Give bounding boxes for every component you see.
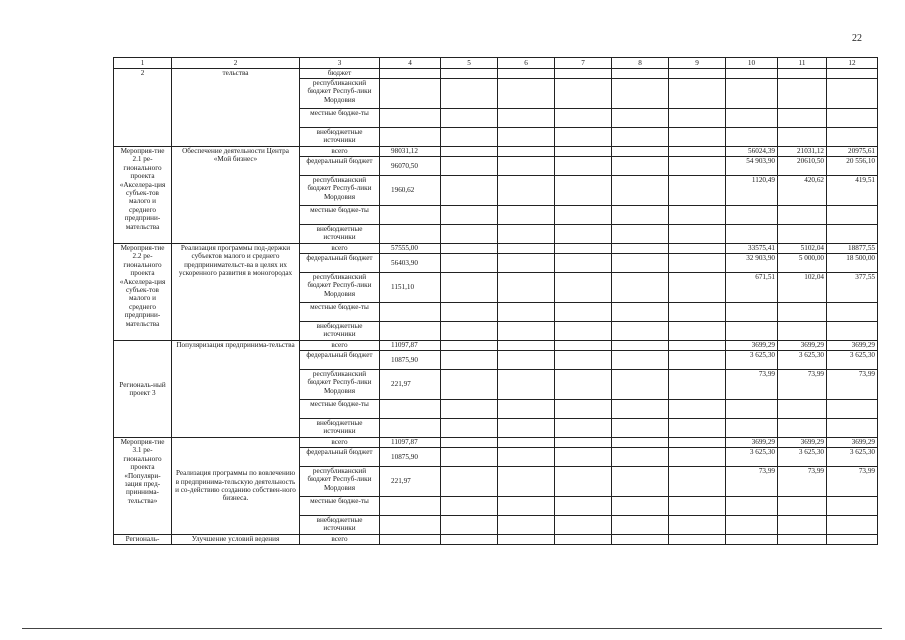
empty-cell	[612, 206, 669, 225]
source-cell: федеральный бюджет	[300, 351, 380, 370]
activity-cell: Мероприя-тие 2.1 ре-гионального проекта «Акселера-ция субъек-тов малого и среднего предприни-мательства	[114, 147, 172, 244]
year-amount-cell: 21031,12	[778, 147, 827, 157]
empty-cell	[612, 448, 669, 467]
empty-cell	[441, 438, 498, 448]
empty-cell	[441, 157, 498, 176]
source-cell: всего	[300, 341, 380, 351]
empty-cell	[441, 303, 498, 322]
empty-cell	[612, 69, 669, 79]
year-amount-cell	[726, 516, 778, 535]
year-amount-cell: 671,51	[726, 273, 778, 303]
empty-cell	[498, 400, 555, 419]
year-amount-cell: 33575,41	[726, 244, 778, 254]
year-amount-cell	[726, 419, 778, 438]
budget-table	[113, 57, 878, 545]
empty-cell	[555, 176, 612, 206]
header-row	[114, 58, 878, 69]
empty-cell	[441, 128, 498, 147]
year-amount-cell: 3699,29	[726, 341, 778, 351]
year-amount-cell: 5 000,00	[778, 254, 827, 273]
year-amount-cell	[726, 69, 778, 79]
year-amount-cell: 3699,29	[778, 341, 827, 351]
empty-cell	[441, 225, 498, 244]
empty-cell	[498, 157, 555, 176]
amount-cell	[380, 79, 441, 109]
empty-cell	[669, 303, 726, 322]
source-cell: всего	[300, 244, 380, 254]
amount-cell	[380, 516, 441, 535]
empty-cell	[555, 400, 612, 419]
empty-cell	[441, 400, 498, 419]
year-amount-cell: 3 625,30	[726, 448, 778, 467]
empty-cell	[669, 69, 726, 79]
table-row	[114, 69, 878, 79]
empty-cell	[498, 370, 555, 400]
empty-cell	[498, 467, 555, 497]
empty-cell	[555, 79, 612, 109]
year-amount-cell: 73,99	[726, 467, 778, 497]
empty-cell	[441, 244, 498, 254]
source-cell: республиканский бюджет Респуб-лики Мордовия	[300, 79, 380, 109]
source-cell: федеральный бюджет	[300, 254, 380, 273]
source-cell: местные бюдже-ты	[300, 303, 380, 322]
empty-cell	[498, 254, 555, 273]
empty-cell	[555, 303, 612, 322]
year-amount-cell	[778, 79, 827, 109]
amount-cell: 57555,00	[380, 244, 441, 254]
year-amount-cell: 32 903,90	[726, 254, 778, 273]
empty-cell	[555, 535, 612, 545]
year-amount-cell	[726, 497, 778, 516]
year-amount-cell	[726, 128, 778, 147]
amount-cell	[380, 535, 441, 545]
empty-cell	[441, 516, 498, 535]
bottom-rule	[22, 628, 882, 629]
source-cell: внебюджетные источники	[300, 419, 380, 438]
amount-cell: 221,97	[380, 467, 441, 497]
empty-cell	[498, 535, 555, 545]
year-amount-cell: 3 625,30	[827, 351, 878, 370]
source-cell: республиканский бюджет Респуб-лики Мордовия	[300, 467, 380, 497]
empty-cell	[498, 516, 555, 535]
empty-cell	[498, 176, 555, 206]
source-cell: всего	[300, 147, 380, 157]
source-cell: республиканский бюджет Респуб-лики Мордовия	[300, 370, 380, 400]
table-row	[114, 147, 878, 157]
year-amount-cell: 3 625,30	[827, 448, 878, 467]
amount-cell: 56403,90	[380, 254, 441, 273]
empty-cell	[441, 147, 498, 157]
year-amount-cell	[726, 400, 778, 419]
year-amount-cell: 3699,29	[827, 438, 878, 448]
empty-cell	[555, 341, 612, 351]
empty-cell	[669, 244, 726, 254]
amount-cell: 1960,62	[380, 176, 441, 206]
amount-cell	[380, 497, 441, 516]
amount-cell: 96070,50	[380, 157, 441, 176]
empty-cell	[669, 448, 726, 467]
header-cell: 12	[827, 58, 878, 69]
header-cell: 5	[441, 58, 498, 69]
activity-cell: Региональ-	[114, 535, 172, 545]
empty-cell	[612, 79, 669, 109]
empty-cell	[612, 400, 669, 419]
year-amount-cell	[827, 516, 878, 535]
empty-cell	[612, 467, 669, 497]
activity-cell: Мероприя-тие 3.1 ре-гионального проекта «Популяри-зация пред-приннима-тельства»	[114, 438, 172, 535]
year-amount-cell: 20975,61	[827, 147, 878, 157]
empty-cell	[669, 128, 726, 147]
source-cell: местные бюдже-ты	[300, 109, 380, 128]
year-amount-cell: 56024,39	[726, 147, 778, 157]
empty-cell	[555, 69, 612, 79]
year-amount-cell: 420,62	[778, 176, 827, 206]
empty-cell	[612, 497, 669, 516]
amount-cell	[380, 322, 441, 341]
empty-cell	[669, 419, 726, 438]
amount-cell	[380, 400, 441, 419]
header-cell: 2	[172, 58, 300, 69]
empty-cell	[498, 206, 555, 225]
empty-cell	[612, 341, 669, 351]
amount-cell	[380, 69, 441, 79]
empty-cell	[612, 244, 669, 254]
empty-cell	[669, 370, 726, 400]
table-row	[114, 341, 878, 351]
empty-cell	[441, 254, 498, 273]
year-amount-cell	[726, 303, 778, 322]
year-amount-cell	[778, 516, 827, 535]
header-cell: 6	[498, 58, 555, 69]
empty-cell	[441, 322, 498, 341]
year-amount-cell	[827, 109, 878, 128]
empty-cell	[555, 157, 612, 176]
year-amount-cell	[778, 109, 827, 128]
year-amount-cell	[726, 206, 778, 225]
empty-cell	[441, 273, 498, 303]
year-amount-cell: 20 556,10	[827, 157, 878, 176]
empty-cell	[555, 497, 612, 516]
header-cell: 3	[300, 58, 380, 69]
source-cell: внебюджетные источники	[300, 128, 380, 147]
description-cell: Улучшение условий ведения	[172, 535, 300, 545]
empty-cell	[498, 341, 555, 351]
empty-cell	[441, 341, 498, 351]
year-amount-cell	[827, 128, 878, 147]
empty-cell	[669, 176, 726, 206]
year-amount-cell: 54 903,90	[726, 157, 778, 176]
activity-cell: 2	[114, 69, 172, 147]
page-number: 22	[852, 33, 862, 44]
year-amount-cell: 73,99	[827, 370, 878, 400]
empty-cell	[669, 535, 726, 545]
description-cell: Популяризация предпринима-тельства	[172, 341, 300, 438]
year-amount-cell: 3699,29	[778, 438, 827, 448]
source-cell: республиканский бюджет Респуб-лики Мордовия	[300, 176, 380, 206]
year-amount-cell: 102,04	[778, 273, 827, 303]
empty-cell	[669, 467, 726, 497]
year-amount-cell: 18 500,00	[827, 254, 878, 273]
year-amount-cell	[778, 322, 827, 341]
year-amount-cell	[778, 535, 827, 545]
year-amount-cell	[827, 535, 878, 545]
table-row	[114, 244, 878, 254]
empty-cell	[555, 370, 612, 400]
empty-cell	[441, 448, 498, 467]
amount-cell	[380, 128, 441, 147]
source-cell: бюджет	[300, 69, 380, 79]
year-amount-cell: 1120,49	[726, 176, 778, 206]
year-amount-cell	[827, 497, 878, 516]
amount-cell: 11097,87	[380, 438, 441, 448]
empty-cell	[555, 244, 612, 254]
empty-cell	[498, 128, 555, 147]
amount-cell: 1151,10	[380, 273, 441, 303]
empty-cell	[555, 351, 612, 370]
source-cell: всего	[300, 438, 380, 448]
empty-cell	[669, 438, 726, 448]
empty-cell	[555, 438, 612, 448]
description-cell: тельства	[172, 69, 300, 147]
year-amount-cell: 3 625,30	[778, 351, 827, 370]
empty-cell	[669, 400, 726, 419]
year-amount-cell	[726, 225, 778, 244]
year-amount-cell	[778, 225, 827, 244]
empty-cell	[555, 467, 612, 497]
amount-cell	[380, 225, 441, 244]
amount-cell	[380, 419, 441, 438]
source-cell: федеральный бюджет	[300, 448, 380, 467]
empty-cell	[612, 273, 669, 303]
year-amount-cell: 5102,04	[778, 244, 827, 254]
empty-cell	[441, 69, 498, 79]
amount-cell: 10875,90	[380, 351, 441, 370]
amount-cell: 11097,87	[380, 341, 441, 351]
empty-cell	[612, 419, 669, 438]
amount-cell	[380, 206, 441, 225]
empty-cell	[612, 157, 669, 176]
year-amount-cell: 3699,29	[827, 341, 878, 351]
year-amount-cell	[827, 225, 878, 244]
empty-cell	[555, 516, 612, 535]
year-amount-cell	[827, 79, 878, 109]
empty-cell	[441, 419, 498, 438]
year-amount-cell	[726, 109, 778, 128]
empty-cell	[498, 79, 555, 109]
empty-cell	[669, 157, 726, 176]
year-amount-cell	[827, 419, 878, 438]
empty-cell	[555, 206, 612, 225]
year-amount-cell	[778, 128, 827, 147]
empty-cell	[441, 497, 498, 516]
description-cell: Реализация программы под-держки субъектов малого и среднего предпринимательст-ва в целях их ускоренного развития в моногородах	[172, 244, 300, 341]
empty-cell	[498, 419, 555, 438]
empty-cell	[669, 351, 726, 370]
year-amount-cell: 18877,55	[827, 244, 878, 254]
empty-cell	[612, 370, 669, 400]
year-amount-cell	[827, 206, 878, 225]
empty-cell	[498, 109, 555, 128]
year-amount-cell	[726, 322, 778, 341]
empty-cell	[669, 225, 726, 244]
empty-cell	[612, 516, 669, 535]
empty-cell	[555, 448, 612, 467]
year-amount-cell: 73,99	[778, 467, 827, 497]
empty-cell	[612, 303, 669, 322]
empty-cell	[612, 254, 669, 273]
year-amount-cell: 73,99	[827, 467, 878, 497]
empty-cell	[498, 303, 555, 322]
empty-cell	[498, 147, 555, 157]
empty-cell	[555, 254, 612, 273]
year-amount-cell	[778, 419, 827, 438]
year-amount-cell	[726, 79, 778, 109]
header-cell: 8	[612, 58, 669, 69]
empty-cell	[441, 351, 498, 370]
empty-cell	[555, 419, 612, 438]
empty-cell	[555, 128, 612, 147]
empty-cell	[612, 351, 669, 370]
activity-cell: Мероприя-тие 2.2 ре-гионального проекта «Акселера-ция субъек-тов малого и среднего предприни-мательства	[114, 244, 172, 341]
amount-cell	[380, 303, 441, 322]
empty-cell	[498, 497, 555, 516]
empty-cell	[498, 273, 555, 303]
header-cell: 11	[778, 58, 827, 69]
year-amount-cell	[726, 535, 778, 545]
year-amount-cell: 73,99	[726, 370, 778, 400]
year-amount-cell	[827, 69, 878, 79]
header-cell: 9	[669, 58, 726, 69]
year-amount-cell	[778, 497, 827, 516]
empty-cell	[498, 438, 555, 448]
empty-cell	[669, 273, 726, 303]
amount-cell: 221,97	[380, 370, 441, 400]
empty-cell	[612, 176, 669, 206]
empty-cell	[612, 147, 669, 157]
source-cell: федеральный бюджет	[300, 157, 380, 176]
year-amount-cell: 377,55	[827, 273, 878, 303]
header-cell: 1	[114, 58, 172, 69]
empty-cell	[669, 206, 726, 225]
description-cell: Реализация программы по вовлечению в предпринима-тельскую деятельность и со-действию созданию собствен-ного бизнеса.	[172, 438, 300, 535]
description-cell: Обеспечение деятельности Центра «Мой бизнес»	[172, 147, 300, 244]
header-cell: 7	[555, 58, 612, 69]
header-cell: 4	[380, 58, 441, 69]
empty-cell	[498, 351, 555, 370]
empty-cell	[555, 273, 612, 303]
source-cell: республиканский бюджет Респуб-лики Мордовия	[300, 273, 380, 303]
empty-cell	[612, 128, 669, 147]
year-amount-cell: 73,99	[778, 370, 827, 400]
empty-cell	[669, 147, 726, 157]
empty-cell	[498, 244, 555, 254]
table-row	[114, 535, 878, 545]
empty-cell	[669, 497, 726, 516]
year-amount-cell	[778, 400, 827, 419]
empty-cell	[669, 322, 726, 341]
source-cell: местные бюдже-ты	[300, 206, 380, 225]
amount-cell: 10875,90	[380, 448, 441, 467]
empty-cell	[669, 341, 726, 351]
source-cell: внебюджетные источники	[300, 516, 380, 535]
source-cell: местные бюдже-ты	[300, 497, 380, 516]
empty-cell	[498, 225, 555, 244]
amount-cell: 98031,12	[380, 147, 441, 157]
year-amount-cell	[778, 303, 827, 322]
empty-cell	[555, 225, 612, 244]
empty-cell	[555, 109, 612, 128]
year-amount-cell: 419,51	[827, 176, 878, 206]
source-cell: внебюджетные источники	[300, 322, 380, 341]
empty-cell	[441, 467, 498, 497]
year-amount-cell: 3699,29	[726, 438, 778, 448]
empty-cell	[498, 69, 555, 79]
empty-cell	[669, 516, 726, 535]
empty-cell	[498, 322, 555, 341]
empty-cell	[441, 206, 498, 225]
empty-cell	[669, 79, 726, 109]
empty-cell	[669, 109, 726, 128]
table-row	[114, 438, 878, 448]
empty-cell	[669, 254, 726, 273]
year-amount-cell	[827, 303, 878, 322]
empty-cell	[555, 147, 612, 157]
empty-cell	[612, 438, 669, 448]
year-amount-cell	[778, 69, 827, 79]
empty-cell	[441, 176, 498, 206]
header-cell: 10	[726, 58, 778, 69]
amount-cell	[380, 109, 441, 128]
empty-cell	[612, 109, 669, 128]
year-amount-cell: 20610,50	[778, 157, 827, 176]
year-amount-cell	[827, 322, 878, 341]
activity-cell: Региональ-ный проект 3	[114, 341, 172, 438]
empty-cell	[555, 322, 612, 341]
empty-cell	[612, 225, 669, 244]
empty-cell	[498, 448, 555, 467]
empty-cell	[441, 370, 498, 400]
year-amount-cell	[827, 400, 878, 419]
year-amount-cell	[778, 206, 827, 225]
year-amount-cell: 3 625,30	[778, 448, 827, 467]
empty-cell	[441, 109, 498, 128]
source-cell: всего	[300, 535, 380, 545]
empty-cell	[441, 535, 498, 545]
year-amount-cell: 3 625,30	[726, 351, 778, 370]
source-cell: внебюджетные источники	[300, 225, 380, 244]
empty-cell	[441, 79, 498, 109]
empty-cell	[612, 322, 669, 341]
source-cell: местные бюдже-ты	[300, 400, 380, 419]
empty-cell	[612, 535, 669, 545]
